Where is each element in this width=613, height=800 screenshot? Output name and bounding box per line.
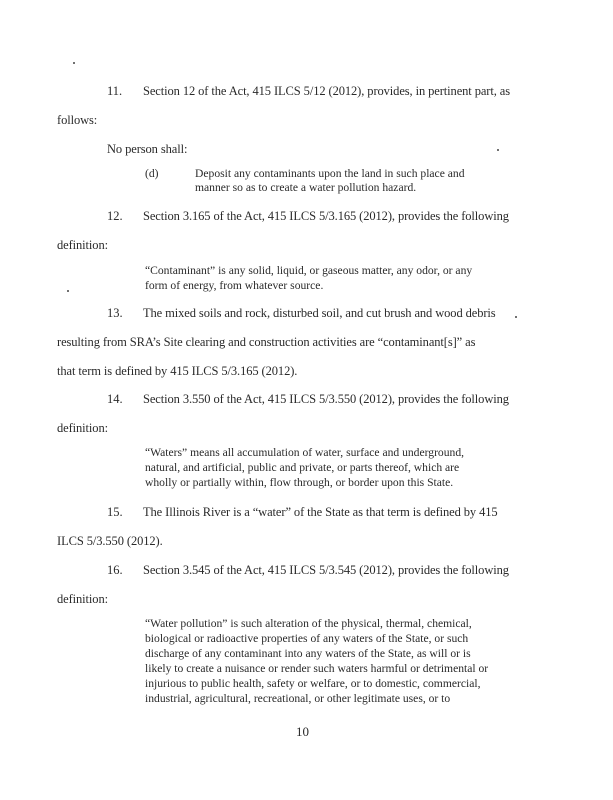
paragraph-number: 11. xyxy=(107,84,123,98)
quote-text: biological or radioactive properties of any waters of the State, or such xyxy=(145,632,469,645)
paragraph-number: 15. xyxy=(107,505,123,519)
paragraph-number: 16. xyxy=(107,563,123,577)
quote-text: injurious to public health, safety or welfare, or to domestic, commercial, xyxy=(145,677,481,690)
paragraph-text: Section 3.550 of the Act, 415 ILCS 5/3.550 (2012), provides the following xyxy=(143,392,509,406)
scan-speck xyxy=(515,316,517,318)
paragraph-text: Section 3.545 of the Act, 415 ILCS 5/3.545 (2012), provides the following xyxy=(143,563,509,577)
paragraph-text: ILCS 5/3.550 (2012). xyxy=(57,534,163,548)
paragraph-text: resulting from SRA’s Site clearing and construction activities are “contaminant[s]” as xyxy=(57,335,476,349)
quote-text: “Waters” means all accumulation of water, surface and underground, xyxy=(145,446,465,459)
paragraph-text: No person shall: xyxy=(107,142,188,156)
quote-text: “Contaminant” is any solid, liquid, or gaseous matter, any odor, or any xyxy=(145,264,473,277)
quote-text: Deposit any contaminants upon the land in such place and xyxy=(195,167,465,180)
quote-text: industrial, agricultural, recreational, or other legitimate uses, or to xyxy=(145,692,451,705)
page-number: 10 xyxy=(296,724,309,739)
paragraph-number: 14. xyxy=(107,392,123,406)
quote-text: natural, and artificial, public and private, or parts thereof, which are xyxy=(145,461,460,474)
paragraph-text: Section 12 of the Act, 415 ILCS 5/12 (2012), provides, in pertinent part, as xyxy=(143,84,510,98)
quote-text: manner so as to create a water pollution hazard. xyxy=(195,181,417,194)
quote-text: form of energy, from whatever source. xyxy=(145,279,324,292)
quote-text: discharge of any contaminant into any waters of the State, as will or is xyxy=(145,647,471,660)
quote-text: “Water pollution” is such alteration of the physical, thermal, chemical, xyxy=(145,617,472,630)
paragraph-text: that term is defined by 415 ILCS 5/3.165 (2012). xyxy=(57,364,298,378)
list-marker: (d) xyxy=(145,167,159,180)
paragraph-number: 13. xyxy=(107,306,123,320)
scan-speck xyxy=(73,62,75,64)
paragraph-text: definition: xyxy=(57,421,108,435)
paragraph-text: definition: xyxy=(57,592,108,606)
quote-text: wholly or partially within, flow through, or border upon this State. xyxy=(145,476,454,489)
paragraph-number: 12. xyxy=(107,209,123,223)
quote-text: likely to create a nuisance or render such waters harmful or detrimental or xyxy=(145,662,489,675)
paragraph-text: The mixed soils and rock, disturbed soil, and cut brush and wood debris xyxy=(143,306,496,320)
paragraph-text: The Illinois River is a “water” of the State as that term is defined by 415 xyxy=(143,505,498,519)
paragraph-text: follows: xyxy=(57,113,98,127)
scan-speck xyxy=(67,290,69,292)
scan-speck xyxy=(497,149,499,151)
paragraph-text: Section 3.165 of the Act, 415 ILCS 5/3.165 (2012), provides the following xyxy=(143,209,509,223)
paragraph-text: definition: xyxy=(57,238,108,252)
